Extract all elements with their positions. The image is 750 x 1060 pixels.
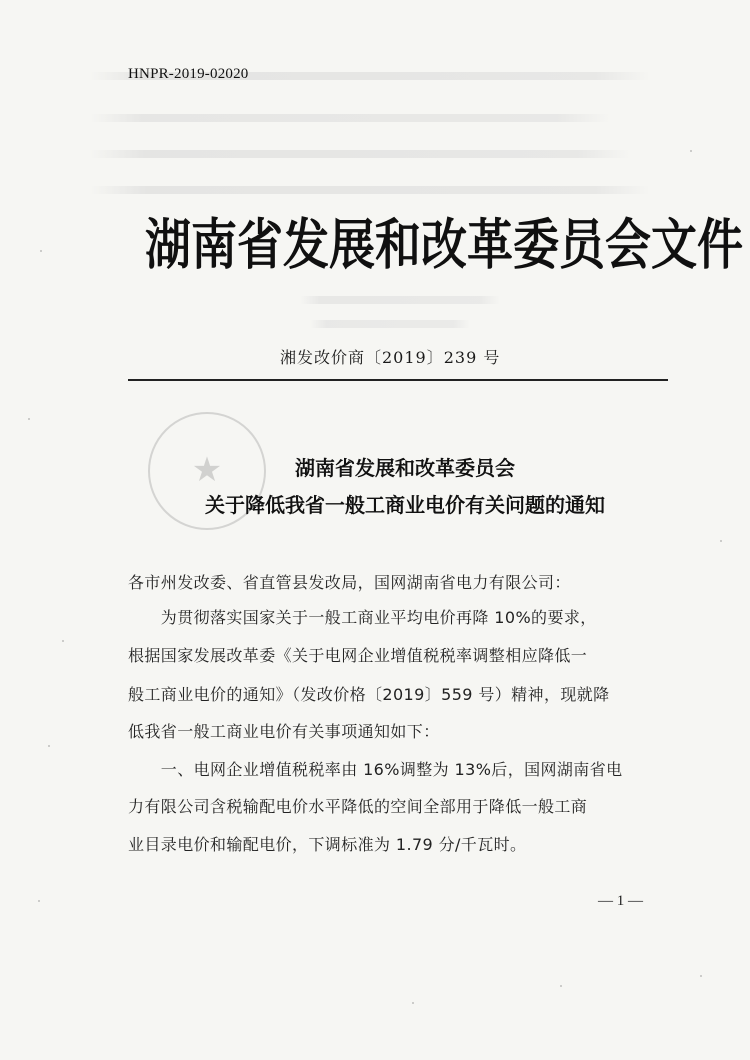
body-line: 业目录电价和输配电价，下调标准为 1.79 分/千瓦时。	[128, 835, 527, 854]
scan-speck	[28, 418, 30, 420]
scan-speck	[62, 640, 64, 642]
show-through-line	[310, 320, 470, 328]
scan-speck	[690, 150, 692, 152]
notice-title-line-1: 湖南省发展和改革委员会	[295, 456, 515, 480]
scan-speck	[720, 540, 722, 542]
scan-speck	[560, 985, 562, 987]
body-line: 力有限公司含税输配电价水平降低的空间全部用于降低一般工商	[128, 797, 588, 816]
document-code: HNPR-2019-02020	[128, 66, 249, 82]
show-through-line	[300, 296, 500, 304]
body-line: 为贯彻落实国家关于一般工商业平均电价再降 10%的要求，	[128, 608, 597, 627]
body-line: 根据国家发展改革委《关于电网企业增值税税率调整相应降低一	[128, 646, 588, 665]
body-line: 一、电网企业增值税税率由 16%调整为 13%后，国网湖南省电	[128, 760, 623, 779]
issuer-heading: 湖南省发展和改革委员会文件	[145, 212, 743, 277]
scan-speck	[412, 1002, 414, 1004]
body-line: 般工商业电价的通知》（发改价格〔2019〕559 号）精神，现就降	[128, 685, 610, 704]
show-through-line	[90, 150, 630, 158]
show-through-line	[90, 114, 610, 122]
scan-speck	[700, 975, 702, 977]
seal-star-icon: ★	[191, 450, 223, 490]
scan-speck	[38, 900, 40, 902]
scan-speck	[48, 745, 50, 747]
header-divider	[128, 379, 668, 381]
scan-speck	[40, 250, 42, 252]
body-line: 各市州发改委、省直管县发改局，国网湖南省电力有限公司：	[128, 573, 571, 592]
page-number: — 1 —	[598, 893, 643, 909]
show-through-line	[90, 186, 650, 194]
document-number: 湘发改价商〔2019〕239 号	[280, 348, 501, 367]
notice-title-line-2: 关于降低我省一般工商业电价有关问题的通知	[205, 493, 605, 517]
body-line: 低我省一般工商业电价有关事项通知如下：	[128, 722, 440, 741]
